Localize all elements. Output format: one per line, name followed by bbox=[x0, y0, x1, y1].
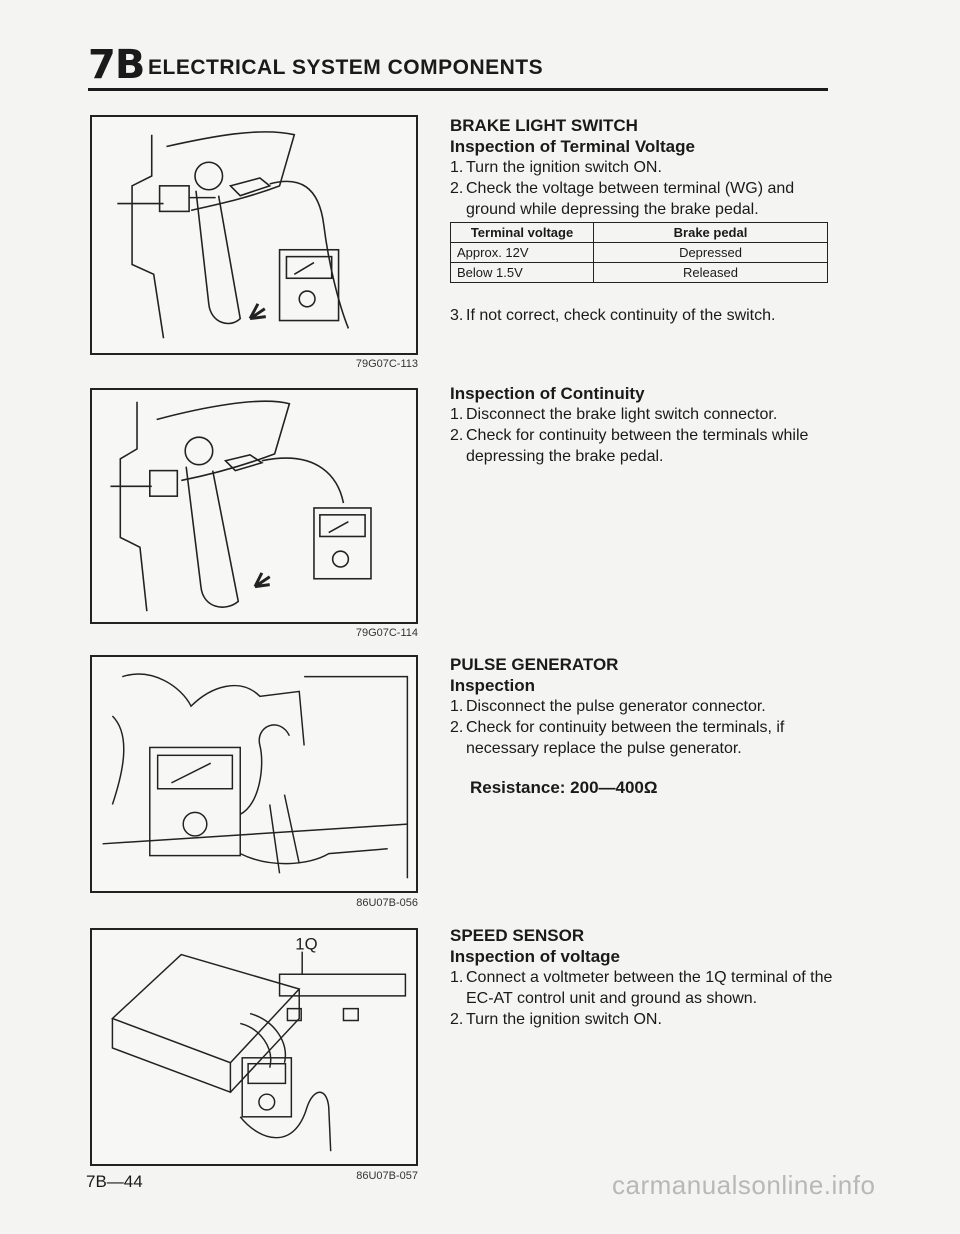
figure-speed-sensor bbox=[90, 928, 418, 1166]
brake-pedal-voltmeter-illustration bbox=[92, 117, 416, 353]
figure-code: 86U07B-056 bbox=[356, 897, 418, 909]
section-heading: PULSE GENERATOR bbox=[450, 655, 619, 674]
section-heading: SPEED SENSOR bbox=[450, 926, 585, 945]
table-cell: Below 1.5V bbox=[451, 263, 594, 283]
pulse-generator-section bbox=[450, 654, 835, 798]
page-header bbox=[88, 44, 828, 91]
list-item: 2. Turn the ignition switch ON. bbox=[450, 1011, 662, 1028]
figure-code: 79G07C-114 bbox=[355, 627, 418, 639]
figure-brake-switch-voltage bbox=[90, 115, 418, 355]
subsection-heading: Inspection of Terminal Voltage bbox=[450, 137, 695, 156]
subsection-heading: Inspection of Continuity bbox=[450, 384, 645, 403]
terminal-voltage-table bbox=[450, 222, 828, 283]
brake-step-3 bbox=[450, 305, 835, 326]
list-item: 3. If not correct, check continuity of the switch. bbox=[450, 307, 776, 324]
list-item: 2. Check for continuity between the terminals, if necessary replace the pulse generator. bbox=[450, 719, 785, 757]
figure-pulse-generator bbox=[90, 655, 418, 893]
table-cell: Approx. 12V bbox=[451, 243, 594, 263]
table-header-row bbox=[451, 223, 828, 243]
speed-sensor-section bbox=[450, 925, 835, 1030]
figure-code: 79G07C-113 bbox=[355, 358, 418, 370]
list-item: 1. Disconnect the pulse generator connector. bbox=[450, 698, 766, 715]
section-heading: BRAKE LIGHT SWITCH bbox=[450, 116, 638, 135]
brake-light-switch-section bbox=[450, 115, 835, 220]
table-cell: Depressed bbox=[594, 243, 828, 263]
list-item: 2. Check the voltage between terminal (WG) and ground while depressing the brake pedal. bbox=[450, 180, 795, 218]
list-item: 1. Connect a voltmeter between the 1Q terminal of the EC-AT control unit and ground as shown. bbox=[450, 969, 833, 1007]
terminal-1q-label: 1Q bbox=[295, 934, 318, 954]
list-item: 2. Check for continuity between the terminals while depressing the brake pedal. bbox=[450, 427, 809, 465]
continuity-section bbox=[450, 383, 835, 467]
table-header: Brake pedal bbox=[594, 223, 828, 243]
brake-pedal-ohmmeter-illustration bbox=[92, 390, 416, 622]
table-cell: Released bbox=[594, 263, 828, 283]
table-row bbox=[451, 263, 828, 283]
section-number: 7B bbox=[88, 42, 145, 88]
list-item: 1. Disconnect the brake light switch connector. bbox=[450, 406, 778, 423]
subsection-heading: Inspection bbox=[450, 676, 536, 695]
subsection-heading: Inspection of voltage bbox=[450, 947, 621, 966]
page-number: 7B—44 bbox=[86, 1172, 143, 1191]
table-row bbox=[451, 243, 828, 263]
control-unit-voltmeter-illustration bbox=[92, 930, 416, 1164]
list-item: 1. Turn the ignition switch ON. bbox=[450, 159, 662, 176]
figure-brake-switch-continuity bbox=[90, 388, 418, 624]
watermark: carmanualsonline.info bbox=[612, 1170, 876, 1200]
resistance-spec: Resistance: 200—400Ω bbox=[470, 778, 658, 797]
figure-code: 86U07B-057 bbox=[356, 1170, 418, 1182]
table-header: Terminal voltage bbox=[451, 223, 594, 243]
pulse-generator-ohmmeter-illustration bbox=[92, 657, 416, 891]
section-title: ELECTRICAL SYSTEM COMPONENTS bbox=[148, 56, 544, 79]
